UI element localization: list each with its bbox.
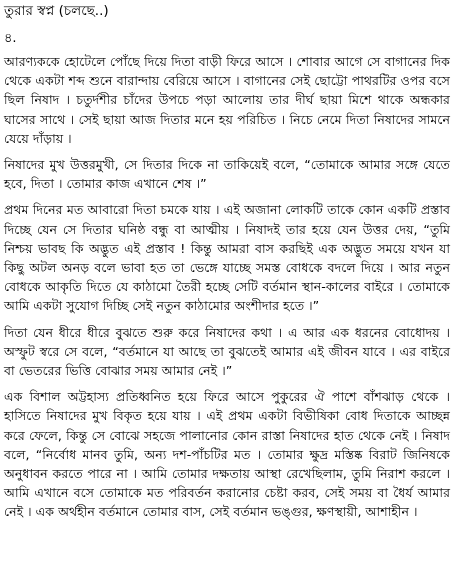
paragraph-4: দিতা যেন ধীরে ধীরে বুঝতে শুরু করে নিষাদের কথা । এ আর এক ধরনের বোধোদয় । অস্ফুট স্বরে সে বলে, “বর্তমানে যা আছে তা বুঝতেই আমার এই জীবন যাবে । এর বাইরে বা ভেতরের ভিত্তি বোঝার সময় আমার নেই ।” xyxy=(4,324,450,379)
paragraph-1: আরণ্যককে হোটেলে পোঁছে দিয়ে দিতা বাড়ী ফিরে আসে । শোবার আগে সে বাগানের দিক থেকে একটা শব্দ শুনে বারান্দায় বেরিয়ে আসে । বাগানের সেই ছোট্টো পাথরটির ওপর বসে ছিল নিষাদ । চতুর্দশীর চাঁদের উপচে পড়া আলোয় তার দীর্ঘ ছায়া মিশে থাকে অন্ধকার ঘাসের সাথে । সেই ছায়া আজ দিতার মনে হয় পরিচিত । নিচে নেমে দিতা নিষাদের সামনে যেয়ে দাঁড়ায় । xyxy=(4,54,450,146)
page-header: তুরার স্বপ্ন (চলছে..) xyxy=(4,3,109,19)
paragraph-3: প্রথম দিনের মত আবারো দিতা চমকে যায় । এই অজানা লোকটি তাকে কোন একটি প্রস্তাব দিচ্ছে যেন সে দিতার ঘনিষ্ঠ বন্ধু বা আত্মীয় । নিষাদই তার হয়ে যেন উত্তর দেয়, “তুমি নিশ্চয় ভাবছ কি অদ্ভুত এই প্রস্তাব ! কিন্তু আমরা বাস করছিই এক অদ্ভুত সময়ে যখন যা কিছু অটল অনড় বলে ভাবা হত তা ভেঙ্গে যাচ্ছে সমস্ত বোধকে বদলে দিয়ে । আর নতুন বোধকে আকৃতি দিতে যে কাঠামো তৈরী হচ্ছে সেটি বর্তমান স্থান-কালের বাইরে । তোমাকে আমি একটা সুযোগ দিচ্ছি সেই নতুন কাঠামোর অংশীদার হতে ।” xyxy=(4,202,450,314)
paragraph-2: নিষাদের মুখ উত্তরমুখী, সে দিতার দিকে না তাকিয়েই বলে, “তোমাকে আমার সঙ্গে যেতে হবে, দিতা । তোমার কাজ এখানে শেষ ।” xyxy=(4,157,450,192)
paragraph-5: এক বিশাল অট্টহাস্য প্রতিধ্বনিত হয়ে ফিরে আসে পুকুরের ঐ পাশে বাঁশঝাড় থেকে । হাসিতে নিষাদের মুখ বিকৃত হয়ে যায় । এই প্রথম একটা বিভীষিকা বোধ দিতাকে আচ্ছন্ন করে ফেলে, কিন্তু সে বোঝে সহজে পালানোর কোন রাস্তা নিষাদের হাত থেকে নেই । নিষাদ বলে, “নির্বোধ মানব তুমি, অন্য দশ-পাঁচটির মত । তোমার ক্ষুদ্র মস্তিষ্ক বিরাট জিনিষকে অনুধাবন করতে পারে না । আমি তোমার দক্ষতায় আস্থা রেখেছিলাম, তুমি নিরাশ করলে । আমি এখানে বসে তোমাকে মত পরিবর্তন করানোর চেষ্টা করব, সেই সময় বা ধৈর্য আমার নেই । এক অর্থহীন বর্তমানে তোমার বাস, সেই বর্তমান ভঙ্গুর, ক্ষণস্থায়ী, আশাহীন । xyxy=(4,389,450,520)
chapter-number: ৪. xyxy=(4,31,17,46)
